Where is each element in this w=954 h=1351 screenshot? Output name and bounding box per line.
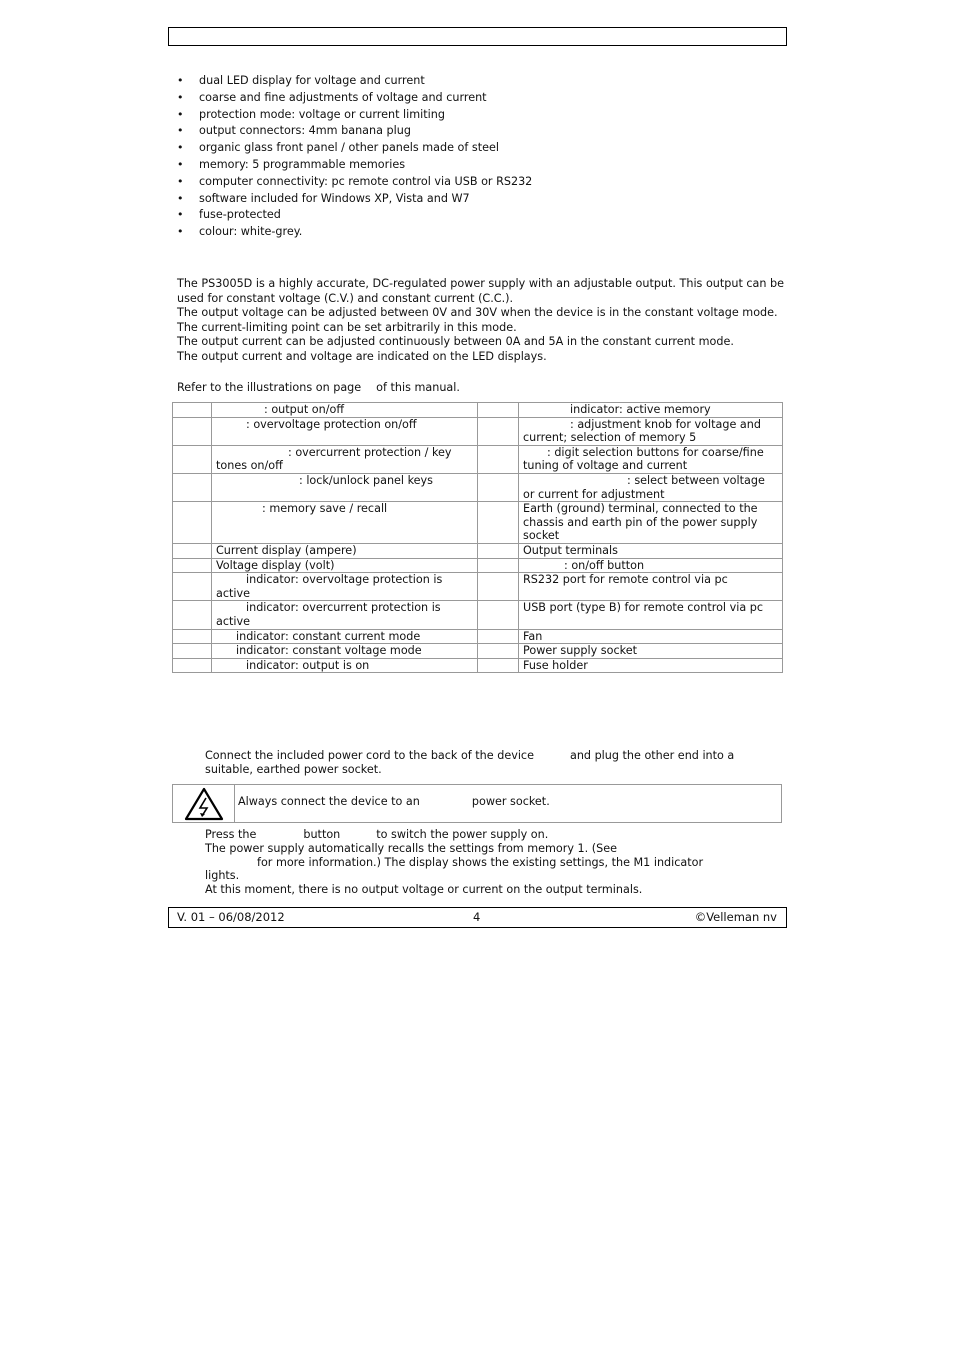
part-number-cell [173, 629, 212, 644]
parts-table-row [173, 403, 783, 418]
info-text: for more information.) The display shows the existing settings, the M1 indicator [257, 855, 704, 869]
part-number-cell [478, 473, 519, 501]
page-footer [168, 907, 787, 928]
parts-table-row [173, 601, 783, 629]
feature-item: • memory: 5 programmable memories [177, 157, 532, 174]
warning-box [172, 784, 782, 823]
part-number-cell [173, 473, 212, 501]
part-description-right [519, 601, 783, 629]
part-number-cell [173, 644, 212, 659]
part-description-text: : adjustment knob for voltage and current; selection of memory 5 [523, 417, 761, 445]
parts-table [172, 402, 783, 673]
connect-text-line2: suitable, earthed power socket. [205, 763, 382, 776]
part-number-cell [173, 445, 212, 473]
part-number-cell [173, 573, 212, 601]
part-description-text: indicator: overvoltage protection is active [216, 573, 443, 600]
feature-item: • software included for Windows XP, Vista and W7 [177, 191, 532, 208]
feature-list [177, 73, 532, 241]
part-description-right [519, 558, 783, 573]
part-description-text: : on/off button [564, 558, 645, 572]
part-description-right [519, 473, 783, 501]
feature-item: • organic glass front panel / other panels made of steel [177, 140, 532, 157]
part-description-right [519, 543, 783, 558]
part-description-text: : output on/off [264, 403, 345, 416]
parts-table-row [173, 473, 783, 501]
part-description-text: : memory save / recall [262, 502, 388, 516]
no-output-text: At this moment, there is no output voltage or current on the output terminals. [205, 883, 643, 897]
part-description-text: USB port (type B) for remote control via pc [523, 601, 763, 615]
part-description-text: Voltage display (volt) [216, 558, 335, 572]
part-number-cell [173, 558, 212, 573]
part-description-left [212, 417, 478, 445]
part-description-text: Fuse holder [523, 658, 588, 672]
parts-table-row [173, 658, 783, 673]
part-description-text: Earth (ground) terminal, connected to the chassis and earth pin of the power supply socket [523, 502, 758, 543]
part-description-text: RS232 port for remote control via pc [523, 573, 728, 587]
connect-instructions [205, 749, 734, 777]
press-text-start: Press the [205, 828, 257, 841]
part-description-left [212, 543, 478, 558]
part-number-cell [173, 543, 212, 558]
operation-instructions [205, 828, 703, 897]
footer-version: V. 01 – 06/08/2012 [177, 910, 285, 924]
feature-item: • fuse-protected [177, 207, 532, 224]
part-description-left [212, 473, 478, 501]
part-number-cell [173, 601, 212, 629]
part-number-cell [173, 502, 212, 544]
feature-item: • computer connectivity: pc remote control via USB or RS232 [177, 174, 532, 191]
part-number-cell [173, 658, 212, 673]
part-description-text: : lock/unlock panel keys [299, 473, 434, 487]
part-description-text: : select between voltage or current for adjustment [523, 473, 765, 501]
connect-text-start: Connect the included power cord to the back of the device [205, 749, 534, 762]
feature-item: • coarse and fine adjustments of voltage and current [177, 90, 532, 107]
part-description-right [519, 403, 783, 418]
part-number-cell [478, 629, 519, 644]
part-description-right [519, 445, 783, 473]
illustration-reference [177, 381, 460, 394]
feature-item: • output connectors: 4mm banana plug [177, 123, 532, 140]
part-number-cell [478, 558, 519, 573]
part-number-cell [478, 601, 519, 629]
part-description-text: indicator: constant current mode [236, 629, 421, 643]
warning-text-start: Always connect the device to an [238, 795, 420, 808]
part-description-left [212, 573, 478, 601]
feature-item: • dual LED display for voltage and current [177, 73, 532, 90]
part-description-text: indicator: active memory [570, 403, 711, 416]
reference-text-end: of this manual. [376, 381, 460, 394]
part-description-right [519, 573, 783, 601]
parts-table-row [173, 644, 783, 659]
part-description-text: Fan [523, 629, 543, 643]
part-description-left [212, 403, 478, 418]
part-description-text: Power supply socket [523, 644, 637, 658]
parts-table-row [173, 558, 783, 573]
part-description-left [212, 658, 478, 673]
part-description-text: : digit selection buttons for coarse/fine tuning of voltage and current [523, 445, 764, 473]
part-description-right [519, 502, 783, 544]
press-text-button: button [303, 828, 341, 841]
feature-item: • protection mode: voltage or current limiting [177, 107, 532, 124]
part-number-cell [173, 417, 212, 445]
part-number-cell [478, 658, 519, 673]
recall-text: The power supply automatically recalls the settings from memory 1. (See [205, 841, 618, 855]
feature-item: • colour: white-grey. [177, 224, 532, 241]
parts-table-row [173, 573, 783, 601]
part-description-text: : overcurrent protection / key tones on/off [216, 445, 452, 473]
description-paragraph: The output voltage can be adjusted between 0V and 30V when the device is in the constant voltage mode. The current-limiting point can be set arbitrarily in this mode. [177, 306, 778, 334]
part-description-left [212, 445, 478, 473]
part-description-right [519, 417, 783, 445]
high-voltage-warning-icon [184, 787, 224, 821]
part-number-cell [478, 644, 519, 659]
part-description-right [519, 644, 783, 659]
footer-page-number: 4 [473, 910, 481, 924]
part-description-left [212, 644, 478, 659]
part-description-right [519, 658, 783, 673]
part-number-cell [478, 445, 519, 473]
part-number-cell [478, 417, 519, 445]
part-description-text: : overvoltage protection on/off [246, 417, 417, 431]
description-paragraph: The PS3005D is a highly accurate, DC-regulated power supply with an adjustable output. This output can be used for constant voltage (C.V.) and constant current (C.C.). [177, 277, 785, 305]
part-number-cell [173, 403, 212, 418]
part-description-left [212, 601, 478, 629]
press-text-end: to switch the power supply on. [376, 828, 549, 841]
description-paragraph: The output current and voltage are indicated on the LED displays. [177, 349, 547, 363]
part-description-text: indicator: output is on [246, 658, 370, 672]
parts-table-row [173, 629, 783, 644]
connect-text-end: and plug the other end into a [569, 749, 735, 762]
part-description-left [212, 629, 478, 644]
description-block [177, 277, 787, 364]
part-number-cell [478, 543, 519, 558]
parts-table-row [173, 502, 783, 544]
part-description-left [212, 558, 478, 573]
footer-copyright: ©Velleman nv [694, 910, 777, 924]
part-description-text: Output terminals [523, 543, 618, 557]
part-number-cell [478, 573, 519, 601]
parts-table-row [173, 417, 783, 445]
part-description-text: Current display (ampere) [216, 543, 357, 557]
lights-text: lights. [205, 869, 240, 883]
part-number-cell [478, 502, 519, 544]
parts-table-row [173, 543, 783, 558]
part-description-text: indicator: overcurrent protection is active [216, 601, 441, 628]
description-paragraph: The output current can be adjusted continuously between 0A and 5A in the constant current mode. [177, 335, 734, 348]
page-header-box [168, 27, 787, 46]
part-description-right [519, 629, 783, 644]
warning-text-end: power socket. [471, 795, 550, 808]
parts-table-row [173, 445, 783, 473]
part-description-text: indicator: constant voltage mode [236, 644, 422, 658]
reference-text-start: Refer to the illustrations on page [177, 381, 362, 394]
part-number-cell [478, 403, 519, 418]
part-description-left [212, 502, 478, 544]
